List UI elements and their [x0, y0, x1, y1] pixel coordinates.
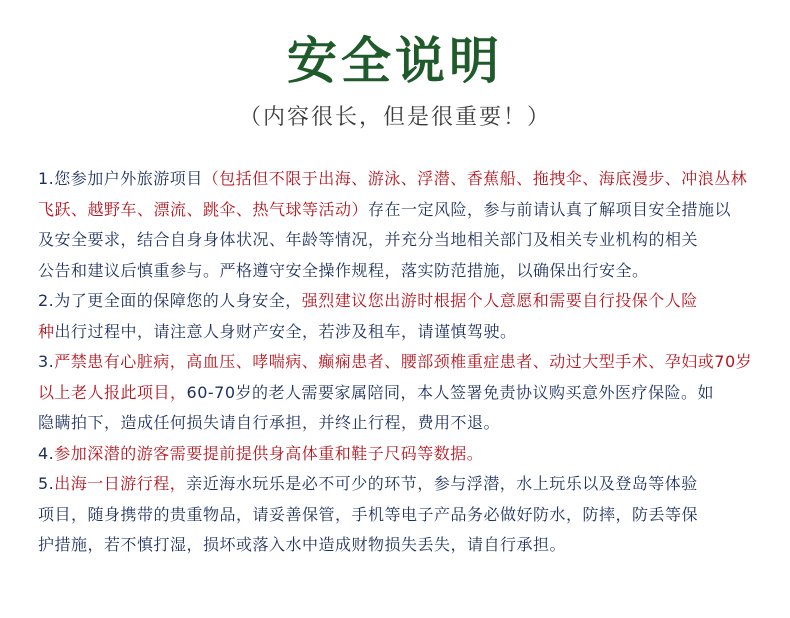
notice-segment: 4. [38, 443, 55, 463]
notice-line [38, 500, 764, 531]
notice-line [38, 530, 764, 561]
notice-segment: 强烈建议您出游时根据个人意愿和需要自行投保个人险 [301, 291, 698, 310]
notice-segment: 及安全要求，结合自身身体状况、年龄等情况，并充分当地相关部门及相关专业机构的相关 [38, 230, 699, 249]
notice-segment: 项目，随身携带的贵重物品，请妥善保管，手机等电子产品务必做好防水，防摔，防丢等保 [38, 504, 699, 524]
notice-segment: 存在一定风险，参与前请认真了解项目安全措施以 [368, 199, 732, 219]
notice-segment: 隐瞒拍下，造成任何损失请自行承担，并终止行程，费用不退。 [38, 413, 501, 432]
notice-segment: 出行过程中，请注意人身财产安全，若涉及租车，请谨慎驾驶。 [54, 321, 517, 341]
notice-line [38, 347, 764, 378]
notice-segment: 公告和建议后慎重参与。严格遵守安全操作规程，落实防范措施，以确保出行安全。 [38, 260, 649, 280]
notice-segment: （包括但不限于出海、游泳、浮潜、香蕉船、拖拽伞、海底漫步、冲浪丛林 [202, 169, 748, 188]
notice-line [38, 317, 764, 348]
notice-segment: 亲近海水玩乐是必不可少的环节，参与浮潜，水上玩乐以及登岛等体验 [186, 474, 698, 493]
notice-segment: 3. [38, 352, 55, 371]
safety-notice-body [38, 164, 764, 561]
notice-segment: 1.您参加户外旅游项目 [38, 169, 203, 188]
notice-segment: 5. [38, 474, 55, 493]
page-subtitle: （内容很长，但是很重要！） [238, 105, 551, 130]
notice-line [38, 225, 764, 256]
notice-segment: 参加深潜的游客需要提前提供身高体重和鞋子尺码等数据。 [54, 443, 484, 463]
notice-segment: 以上老人报此项目， [38, 382, 187, 402]
notice-line [38, 164, 764, 195]
notice-line [38, 195, 764, 226]
page-title: 安全说明 [287, 31, 503, 90]
notice-segment: 60-70岁的老人需要家属陪同，本人签署免责协议购买意外医疗保险。如 [186, 382, 715, 402]
notice-line [38, 469, 764, 500]
notice-segment: 出海一日游行程， [54, 474, 187, 493]
notice-segment: 种 [38, 321, 55, 341]
notice-segment: 护措施，若不慎打湿，损坏或落入水中造成财物损失丢失，请自行承担。 [38, 535, 567, 554]
notice-line [38, 286, 764, 317]
notice-line [38, 256, 764, 287]
notice-segment: 飞跃、越野车、漂流、跳伞、热气球等活动） [38, 199, 369, 219]
notice-line [38, 378, 764, 409]
notice-segment: 严禁患有心脏病，高血压、哮喘病、癫痫患者、腰部颈椎重症患者、动过大型手术、孕妇或70岁 [54, 352, 753, 371]
notice-line [38, 439, 764, 470]
notice-segment: 2.为了更全面的保障您的人身安全， [38, 291, 302, 310]
notice-line [38, 408, 764, 439]
